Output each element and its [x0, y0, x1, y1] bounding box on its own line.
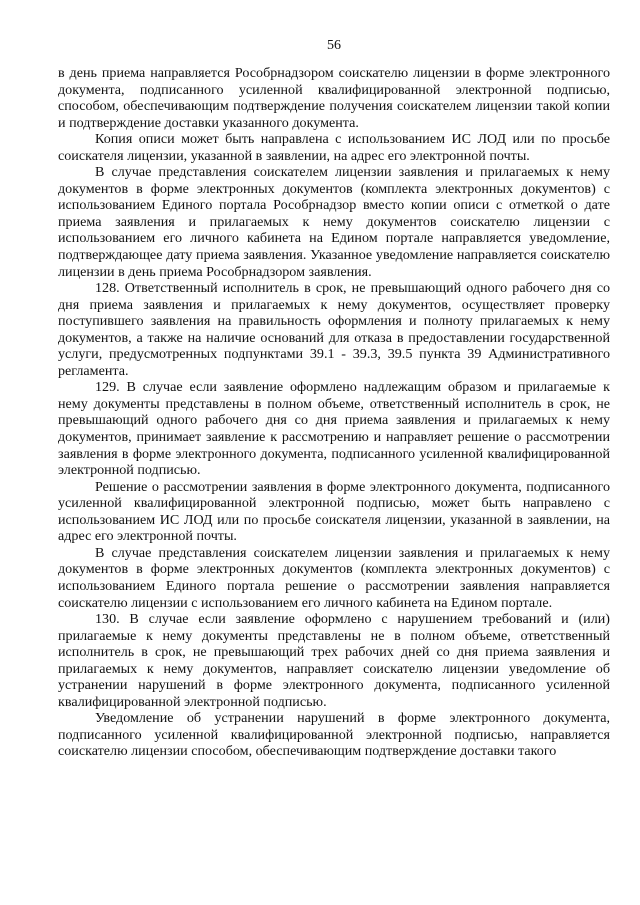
paragraph-item-130: 130. В случае если заявление оформлено с нарушением требований и (или) прилагаемые к нему документы представлены не в полном объеме, ответственный исполнитель в срок, не превышающий трех рабочих дней со дня приема заявления и прилагаемых к нему документов, направляет соискателю лицензии уведомление об устранении нарушений в форме электронного документа, подписанного усиленной квалифицированной электронной подписью.: [58, 611, 610, 710]
page-number: 56: [327, 38, 341, 53]
paragraph-item-128: 128. Ответственный исполнитель в срок, не превышающий одного рабочего дня со дня приема заявления и прилагаемых к нему документов, осуществляет проверку поступившего заявления на правильность оформления и полноту прилагаемых к нему документов, а также на наличие оснований для отказа в предоставлении государственной услуги, предусмотренных подпунктами 39.1 - 39.3, 39.5 пункта 39 Административного регламента.: [58, 280, 610, 379]
paragraph-copy-of-inventory: Копия описи может быть направлена с использованием ИС ЛОД или по просьбе соискателя лицензии, указанной в заявлении, на адрес его электронной почты.: [58, 131, 610, 164]
paragraph-violation-notice: Уведомление об устранении нарушений в форме электронного документа, подписанного усиленной квалифицированной электронной подписью, направляется соискателю лицензии способом, обеспечивающим подтверждение доставки такого: [58, 710, 610, 760]
paragraph-continuation: в день приема направляется Рособрнадзором соискателю лицензии в форме электронного документа, подписанного усиленной квалифицированной электронной подписью, способом, обеспечивающим подтверждение получения соискателем лицензии такой копии и подтверждение доставки указанного документа.: [58, 65, 610, 131]
paragraph-electronic-submission-notice: В случае представления соискателем лицензии заявления и прилагаемых к нему документов в форме электронных документов (комплекта электронных документов) с использованием Единого портала Рособрнадзор вместо копии описи с отметкой о дате приема заявления и прилагаемых к нему документов соискателю лицензии с использованием его личного кабинета на Едином портале направляется уведомление, подтверждающее дату приема заявления. Указанное уведомление направляется соискателю лицензии в день приема Рособрнадзором заявления.: [58, 164, 610, 280]
paragraph-item-129: 129. В случае если заявление оформлено надлежащим образом и прилагаемые к нему документы представлены в полном объеме, ответственный исполнитель в срок, не превышающий одного рабочего дня со дня приема заявления и прилагаемых к нему документов, принимает заявление к рассмотрению и направляет решение о рассмотрении заявления в форме электронного документа, подписанного усиленной квалифицированной электронной подписью.: [58, 379, 610, 479]
paragraph-decision-via-portal: В случае представления соискателем лицензии заявления и прилагаемых к нему документов в форме электронных документов (комплекта электронных документов) с использованием Единого портала решение о рассмотрении заявления направляется соискателю лицензии с использованием его личного кабинета на Едином портале.: [58, 544, 610, 611]
paragraph-decision-delivery: Решение о рассмотрении заявления в форме электронного документа, подписанного усиленной квалифицированной электронной подписью, может быть направлено с использованием ИС ЛОД или по просьбе соискателя лицензии, указанной в заявлении, на адрес его электронной почты.: [58, 478, 610, 545]
